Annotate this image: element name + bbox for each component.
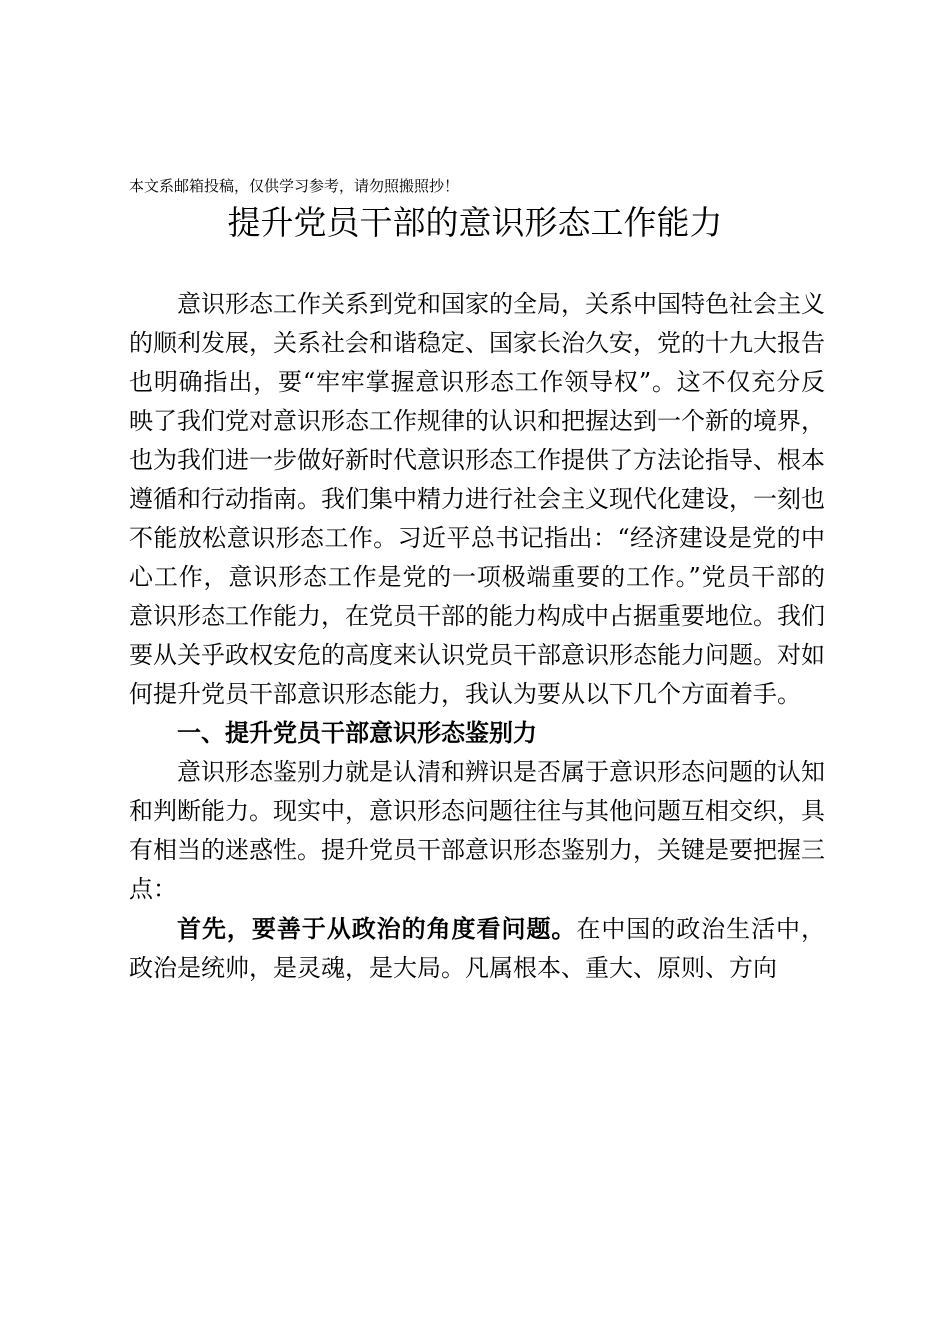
section-1-paragraph: 意识形态鉴别力就是认清和辨识是否属于意识形态问题的认知和判断能力。现实中，意识形态问题往往与其他问题互相交织，具有相当的迷惑性。提升党员干部意识形态鉴别力，关键是要把握三点： — [129, 758, 825, 903]
submission-notice: 本文系邮箱投稿，仅供学习参考，请勿照搬照抄！ — [129, 177, 460, 195]
document-title: 提升党员干部的意识形态工作能力 — [227, 203, 723, 242]
point-1-body: 在中国的政治生活中， 政治是统帅，是灵魂，是大局。凡属根本、重大、原则、方向 — [129, 915, 825, 982]
point-1-lead: 首先，要善于从政治的角度看问题。 — [177, 914, 577, 943]
intro-paragraph: 意识形态工作关系到党和国家的全局，关系中国特色社会主义的顺利发展，关系社会和谐稳定、国家长治久安，党的十九大报告也明确指出，要“牢牢掌握意识形态工作领导权”。这不仅充分反映了我们党对意识形态工作规律的认识和把握达到一个新的境界，也为我们进一步做好新时代意识形态工作提供了方法论指导、根本遵循和行动指南。我们集中精力进行社会主义现代化建设，一刻也不能放松意识形态工作。习近平总书记指出：“经济建设是党的中心工作，意识形态工作是党的一项极端重要的工作。”党员干部的意识形态工作能力，在党员干部的能力构成中占据重要地位。我们要从关乎政权安危的高度来认识党员干部意识形态能力问题。对如何提升党员干部意识形态能力，我认为要从以下几个方面着手。 — [129, 290, 825, 708]
document-body — [129, 285, 825, 988]
point-1-paragraph — [129, 909, 825, 988]
section-heading-1: 一、提升党员干部意识形态鉴别力 — [177, 719, 537, 747]
